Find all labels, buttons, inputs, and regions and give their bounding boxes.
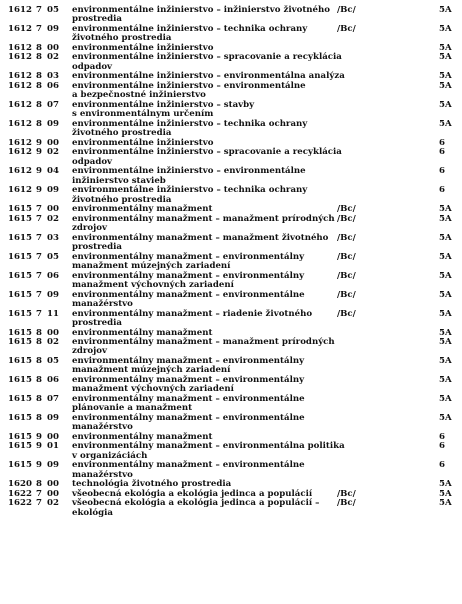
programme-level-digit: 7 xyxy=(36,308,42,319)
list-item xyxy=(0,357,462,376)
programme-name xyxy=(72,376,340,395)
programme-name xyxy=(72,120,340,139)
programme-variant-code: 00 xyxy=(47,327,59,338)
programme-name xyxy=(72,338,340,357)
programme-group-code: 1612 xyxy=(8,185,32,196)
isced-level: 5A xyxy=(439,479,452,490)
isced-level: 6 xyxy=(439,147,445,158)
degree-tag: /Bc/ xyxy=(337,289,356,300)
programme-name xyxy=(72,291,340,310)
programme-group-code: 1615 xyxy=(8,393,32,404)
isced-level: 5A xyxy=(439,498,452,509)
programme-name-line: environmentálny manažment – environmentálny xyxy=(72,270,305,281)
programme-group-code: 1612 xyxy=(8,24,32,34)
list-item xyxy=(0,499,462,518)
programme-level-digit: 8 xyxy=(36,52,42,63)
programme-level-digit: 8 xyxy=(36,327,42,338)
list-item xyxy=(0,461,462,480)
programme-group-code: 1612 xyxy=(8,52,32,63)
programme-variant-code: 00 xyxy=(47,488,59,499)
degree-tag: /Bc/ xyxy=(337,232,356,243)
programme-level-digit: 9 xyxy=(36,166,42,177)
isced-level: 6 xyxy=(439,460,445,471)
programme-group-code: 1615 xyxy=(8,336,32,347)
programme-name-line: environmentálny manažment – manažment prírodných xyxy=(72,213,335,224)
programme-name-line: environmentálny manažment – manažment prírodných xyxy=(72,336,335,347)
isced-level: 5A xyxy=(439,43,452,53)
list-item xyxy=(0,82,462,101)
programme-level-digit: 8 xyxy=(36,80,42,91)
programme-name-line: manažment výchovných zariadení xyxy=(72,279,234,290)
isced-level: 5A xyxy=(439,336,452,347)
list-item xyxy=(0,234,462,253)
programme-variant-code: 09 xyxy=(47,412,59,423)
programme-level-digit: 7 xyxy=(36,5,42,15)
programme-variant-code: 00 xyxy=(47,137,59,148)
programme-group-code: 1612 xyxy=(8,147,32,158)
list-item xyxy=(0,291,462,310)
programme-name xyxy=(72,414,340,433)
list-item xyxy=(0,442,462,461)
isced-level: 5A xyxy=(439,327,452,338)
programme-name xyxy=(72,186,340,205)
programme-name-line: environmentálny manažment – environmentálny xyxy=(72,374,305,385)
programme-name-line: technológia životného prostredia xyxy=(72,479,232,490)
isced-level: 5A xyxy=(439,374,452,385)
isced-level: 5A xyxy=(439,213,452,224)
programme-variant-code: 00 xyxy=(47,431,59,442)
programme-name-line: environmentálny manažment xyxy=(72,204,213,215)
programme-name xyxy=(72,167,340,186)
programme-name-line: a bezpečnostné inžinierstvo xyxy=(72,90,206,101)
programme-name-line: environmentálne inžinierstvo – technika ochrany xyxy=(72,118,308,129)
degree-tag: /Bc/ xyxy=(337,204,356,215)
programme-name-line: environmentálne inžinierstvo – spracovanie a recyklácia xyxy=(72,52,342,63)
programme-level-digit: 7 xyxy=(36,498,42,509)
programme-name xyxy=(72,441,345,461)
programme-group-code: 1612 xyxy=(8,5,32,15)
list-item xyxy=(0,338,462,357)
programme-name-line: prostredia xyxy=(72,241,122,252)
programme-level-digit: 8 xyxy=(36,99,42,110)
isced-level: 5A xyxy=(439,5,452,15)
programme-variant-code: 07 xyxy=(47,99,59,110)
isced-level: 6 xyxy=(439,431,445,442)
list-item xyxy=(0,253,462,272)
programme-level-digit: 7 xyxy=(36,251,42,262)
programme-name-line: životného prostredia xyxy=(72,194,172,205)
isced-level: 5A xyxy=(439,270,452,281)
programme-level-digit: 8 xyxy=(36,412,42,423)
programme-name-line: plánovanie a manažment xyxy=(72,403,193,414)
programme-variant-code: 01 xyxy=(47,441,59,452)
isced-level: 5A xyxy=(439,24,452,34)
programme-name-line: zdrojov xyxy=(72,222,107,233)
programme-group-code: 1622 xyxy=(8,488,32,499)
isced-level: 5A xyxy=(439,52,452,63)
list-item xyxy=(0,25,462,44)
programme-name-line: environmentálny manažment – riadenie životného xyxy=(72,308,313,319)
list-item xyxy=(0,215,462,234)
programme-variant-code: 06 xyxy=(47,270,59,281)
degree-tag: /Bc/ xyxy=(337,251,356,262)
degree-tag: /Bc/ xyxy=(337,308,356,319)
programme-name xyxy=(72,310,340,329)
programme-group-code: 1612 xyxy=(8,43,32,53)
programme-name-line: environmentálny manažment – manažment životného xyxy=(72,232,329,243)
programme-group-code: 1620 xyxy=(8,479,32,490)
programme-name xyxy=(72,53,340,72)
list-item xyxy=(0,186,462,205)
list-item xyxy=(0,272,462,291)
programme-variant-code: 09 xyxy=(47,24,59,34)
programme-variant-code: 02 xyxy=(47,336,59,347)
programme-level-digit: 8 xyxy=(36,336,42,347)
programme-group-code: 1612 xyxy=(8,118,32,129)
programme-name-line: environmentálny manažment – environmentálne xyxy=(72,289,305,300)
list-item xyxy=(0,120,462,139)
programme-level-digit: 7 xyxy=(36,204,42,215)
list-item xyxy=(0,376,462,395)
programme-name xyxy=(72,395,340,414)
programme-level-digit: 7 xyxy=(36,213,42,224)
programme-variant-code: 04 xyxy=(47,166,59,177)
programme-variant-code: 09 xyxy=(47,460,59,471)
programme-level-digit: 9 xyxy=(36,185,42,196)
programme-variant-code: 05 xyxy=(47,355,59,366)
isced-level: 5A xyxy=(439,232,452,243)
programme-group-code: 1615 xyxy=(8,460,32,471)
programme-level-digit: 8 xyxy=(36,355,42,366)
programme-name-line: environmentálne inžinierstvo – inžinierstvo životného xyxy=(72,5,331,15)
programme-name-line: manažment múzejných zariadení xyxy=(72,260,231,271)
isced-level: 6 xyxy=(439,441,445,452)
programme-group-code: 1615 xyxy=(8,232,32,243)
programme-name-line: environmentálny manažment – environmentálny xyxy=(72,251,305,262)
programme-name-line: s environmentálnym určením xyxy=(72,109,214,120)
programme-variant-code: 09 xyxy=(47,118,59,129)
programme-level-digit: 9 xyxy=(36,137,42,148)
list-item xyxy=(0,167,462,186)
programme-variant-code: 03 xyxy=(47,232,59,243)
programme-name-line: všeobecná ekológia a ekológia jedinca a populácií – xyxy=(72,498,320,509)
isced-level: 5A xyxy=(439,99,452,110)
programme-variant-code: 09 xyxy=(47,289,59,300)
programme-group-code: 1615 xyxy=(8,289,32,300)
programme-group-code: 1615 xyxy=(8,431,32,442)
list-item xyxy=(0,6,462,25)
programme-group-code: 1615 xyxy=(8,251,32,262)
programme-name-line: environmentálny manažment – environmentálne xyxy=(72,412,305,423)
degree-tag: /Bc/ xyxy=(337,488,356,499)
programme-name-line: environmentálny manažment – environmentálne xyxy=(72,393,305,404)
programme-level-digit: 7 xyxy=(36,289,42,300)
programme-group-code: 1615 xyxy=(8,327,32,338)
programme-group-code: 1615 xyxy=(8,441,32,452)
programme-level-digit: 9 xyxy=(36,147,42,158)
programme-name-line: environmentálny manažment xyxy=(72,327,213,338)
programme-name-line: environmentálne inžinierstvo – environmentálne xyxy=(72,166,306,177)
isced-level: 5A xyxy=(439,289,452,300)
programme-level-digit: 8 xyxy=(36,43,42,53)
programme-group-code: 1612 xyxy=(8,99,32,110)
programme-name-line: manažérstvo xyxy=(72,422,133,433)
programme-level-digit: 9 xyxy=(36,431,42,442)
study-programme-list xyxy=(0,6,462,518)
programme-name-line: manažment výchovných zariadení xyxy=(72,384,234,395)
programme-name-line: manažérstvo xyxy=(72,469,133,480)
programme-name-line: environmentálne inžinierstvo – stavby xyxy=(72,99,255,110)
programme-group-code: 1615 xyxy=(8,204,32,215)
programme-level-digit: 7 xyxy=(36,232,42,243)
programme-name-line: životného prostredia xyxy=(72,33,172,44)
programme-group-code: 1615 xyxy=(8,412,32,423)
isced-level: 6 xyxy=(439,185,445,196)
programme-variant-code: 05 xyxy=(47,251,59,262)
programme-variant-code: 07 xyxy=(47,393,59,404)
isced-level: 5A xyxy=(439,488,452,499)
isced-level: 5A xyxy=(439,393,452,404)
programme-variant-code: 02 xyxy=(47,52,59,63)
programme-name-line: environmentálne inžinierstvo xyxy=(72,43,214,53)
programme-variant-code: 06 xyxy=(47,80,59,91)
programme-group-code: 1612 xyxy=(8,80,32,91)
programme-name-line: všeobecná ekológia a ekológia jedinca a populácií xyxy=(72,488,313,499)
programme-name xyxy=(72,272,340,291)
programme-name-line: environmentálne inžinierstvo – spracovanie a recyklácia xyxy=(72,147,342,158)
programme-name-line: environmentálne inžinierstvo – environmentálne xyxy=(72,80,306,91)
programme-name-line: prostredia xyxy=(72,317,122,328)
programme-group-code: 1615 xyxy=(8,213,32,224)
programme-level-digit: 8 xyxy=(36,479,42,490)
programme-level-digit: 9 xyxy=(36,460,42,471)
programme-name xyxy=(72,253,340,272)
degree-tag: /Bc/ xyxy=(337,498,356,509)
isced-level: 5A xyxy=(439,251,452,262)
programme-name-line: ekológia xyxy=(72,507,113,518)
programme-group-code: 1615 xyxy=(8,374,32,385)
degree-tag: /Bc/ xyxy=(337,213,356,224)
programme-name xyxy=(72,215,340,234)
programme-variant-code: 00 xyxy=(47,43,59,53)
degree-tag: /Bc/ xyxy=(337,270,356,281)
isced-level: 5A xyxy=(439,71,452,82)
programme-level-digit: 8 xyxy=(36,118,42,129)
programme-variant-code: 09 xyxy=(47,185,59,196)
programme-variant-code: 02 xyxy=(47,213,59,224)
list-item xyxy=(0,310,462,329)
programme-name-line: environmentálne inžinierstvo – technika ochrany xyxy=(72,185,308,196)
programme-variant-code: 06 xyxy=(47,374,59,385)
isced-level: 5A xyxy=(439,355,452,366)
degree-tag: /Bc/ xyxy=(337,24,356,34)
programme-variant-code: 03 xyxy=(47,71,59,82)
programme-name-line: manažérstvo xyxy=(72,298,133,309)
programme-level-digit: 8 xyxy=(36,374,42,385)
isced-level: 6 xyxy=(439,166,445,177)
programme-level-digit: 7 xyxy=(36,24,42,34)
programme-name xyxy=(72,82,340,101)
programme-variant-code: 00 xyxy=(47,479,59,490)
programme-name-line: manažment múzejných zariadení xyxy=(72,365,231,376)
programme-name-line: environmentálne inžinierstvo – technika ochrany xyxy=(72,24,308,34)
programme-level-digit: 7 xyxy=(36,270,42,281)
programme-group-code: 1612 xyxy=(8,137,32,148)
degree-tag: /Bc/ xyxy=(337,5,356,15)
programme-name xyxy=(72,6,340,25)
isced-level: 5A xyxy=(439,204,452,215)
programme-name xyxy=(72,148,340,167)
programme-name-line: environmentálny manažment – environmentálna politika xyxy=(72,441,345,452)
isced-level: 5A xyxy=(439,118,452,129)
programme-variant-code: 05 xyxy=(47,5,59,15)
programme-group-code: 1612 xyxy=(8,166,32,177)
programme-group-code: 1612 xyxy=(8,71,32,82)
programme-group-code: 1615 xyxy=(8,270,32,281)
isced-level: 5A xyxy=(439,412,452,423)
programme-name-line: environmentálne inžinierstvo xyxy=(72,137,214,148)
programme-name-line: environmentálne inžinierstvo – environmentálna analýza xyxy=(72,71,345,82)
programme-name xyxy=(72,234,340,253)
programme-group-code: 1615 xyxy=(8,308,32,319)
list-item xyxy=(0,101,462,120)
programme-name-line: inžinierstvo stavieb xyxy=(72,175,166,186)
programme-name xyxy=(72,499,340,518)
list-item xyxy=(0,414,462,433)
programme-name-line: odpadov xyxy=(72,61,113,72)
isced-level: 5A xyxy=(439,308,452,319)
programme-level-digit: 8 xyxy=(36,71,42,82)
programme-name-line: zdrojov xyxy=(72,346,107,357)
programme-variant-code: 11 xyxy=(47,308,59,319)
list-item xyxy=(0,148,462,167)
programme-name-line: environmentálny manažment – environmentálny xyxy=(72,355,305,366)
programme-group-code: 1622 xyxy=(8,498,32,509)
programme-level-digit: 9 xyxy=(36,441,42,452)
programme-name-line: odpadov xyxy=(72,156,113,167)
programme-name xyxy=(72,461,340,480)
programme-name-line: environmentálny manažment xyxy=(72,431,213,442)
programme-variant-code: 02 xyxy=(47,147,59,158)
list-item xyxy=(0,395,462,414)
programme-name xyxy=(72,25,340,44)
programme-variant-code: 02 xyxy=(47,498,59,509)
programme-group-code: 1615 xyxy=(8,355,32,366)
list-item xyxy=(0,53,462,72)
programme-name-line: v organizáciách xyxy=(72,450,148,461)
programme-name-line: environmentálny manažment – environmentálne xyxy=(72,460,305,471)
programme-level-digit: 8 xyxy=(36,393,42,404)
programme-name xyxy=(72,101,340,120)
programme-variant-code: 00 xyxy=(47,204,59,215)
isced-level: 6 xyxy=(439,137,445,148)
programme-level-digit: 7 xyxy=(36,488,42,499)
isced-level: 5A xyxy=(439,80,452,91)
programme-name-line: prostredia xyxy=(72,14,122,25)
programme-name xyxy=(72,357,340,376)
programme-name-line: životného prostredia xyxy=(72,128,172,139)
